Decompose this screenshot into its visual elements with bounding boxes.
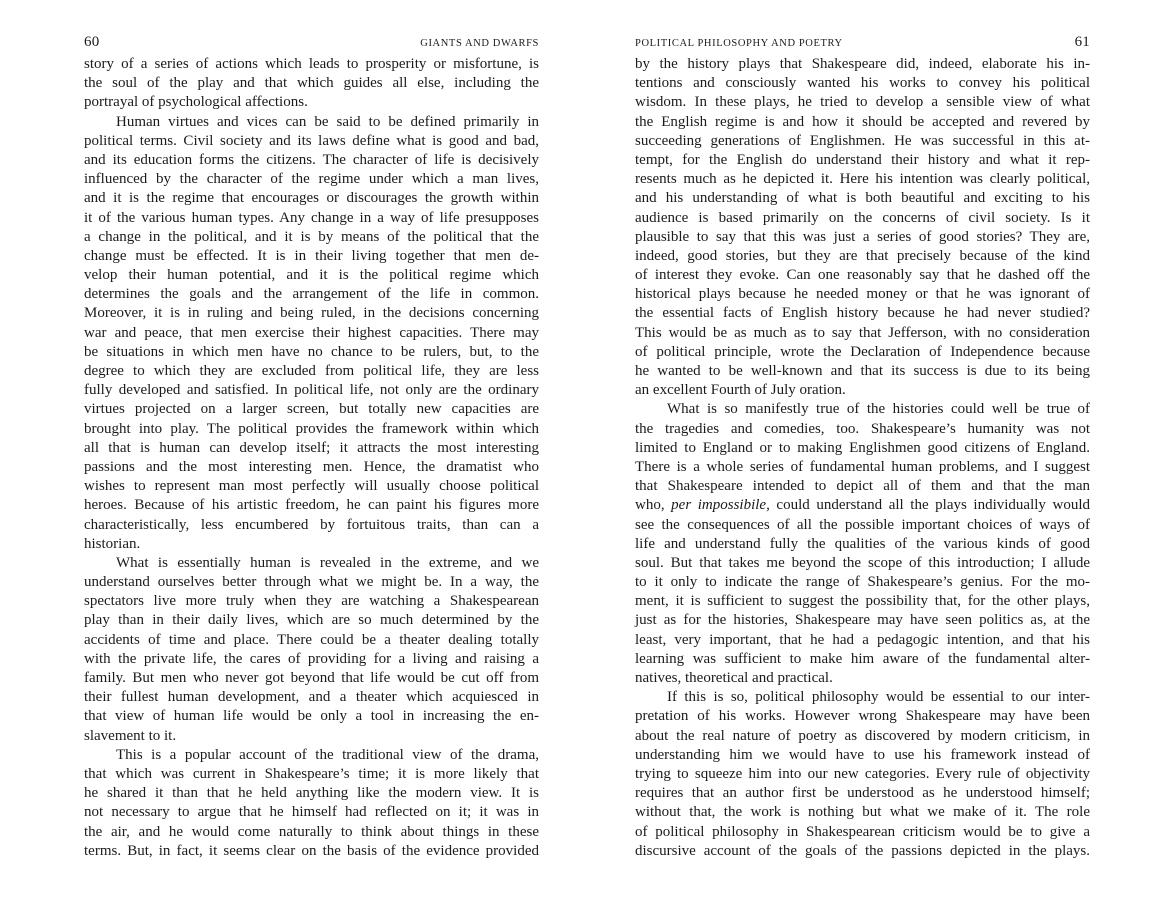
- text-line: that which was current in Shakespeare’s time; it is more likely that: [84, 765, 539, 782]
- text-line: resents much as he depicted it. Here his intention was clearly political,: [635, 171, 1090, 188]
- text-line: characteristically, less encumbered by fortuitous traits, than can a: [84, 516, 539, 533]
- left-running-head: [84, 30, 539, 52]
- text-line: war and peace, that men exercise their highest capacities. There may: [84, 324, 539, 341]
- text-line: passions and the most interesting men. Hence, the dramatist who: [84, 458, 539, 475]
- text-line: be situations in which men have no chance to be rulers, but, to the: [84, 343, 539, 360]
- text-line: of political philosophy in Shakespearean criticism would be to give a: [635, 823, 1090, 840]
- text-line: without that, the work is nothing but what we make of it. The role: [635, 804, 1090, 821]
- text-line: that Shakespeare intended to depict all of them and that the man: [635, 478, 1090, 495]
- text-line: learning was sufficient to make him aware of the fundamental alter-: [635, 650, 1090, 667]
- text-line: tentions and consciously wanted his works to convey his political: [635, 75, 1090, 92]
- text-line: with the private life, the cares of providing for a living and raising a: [84, 650, 539, 667]
- text-line: determines the goals and the arrangement of the life in common.: [84, 286, 539, 303]
- text-line: This would be as much as to say that Jefferson, with no consideration: [635, 324, 1090, 341]
- text-line: Moreover, it is in ruling and being ruled, in the decisions concerning: [84, 305, 539, 322]
- text-line: wisdom. In these plays, he tried to develop a sensible view of what: [635, 94, 1090, 111]
- text-line: Human virtues and vices can be said to be defined primarily in: [116, 113, 539, 130]
- text-line: tempt, for the English do understand their history and what it rep-: [635, 151, 1090, 168]
- text-line: indeed, good stories, but they are that precisely because of the kind: [635, 247, 1090, 264]
- text-line: family. But men who never got beyond that life would be cut off from: [84, 670, 539, 686]
- text-line: virtues projected on a larger screen, but totally new capacities are: [84, 401, 539, 418]
- text-line: heroes. Because of his artistic freedom, he can paint his figures more: [84, 497, 539, 514]
- text-line: audience is based primarily on the concerns of civil society. Is it: [635, 209, 1090, 226]
- right-running-head: [635, 30, 1090, 52]
- text-line: slavement to it.: [84, 727, 177, 744]
- text-line: life and understand fully the qualities of the various kinds of good: [635, 535, 1090, 552]
- text-line: change must be effected. It is in their living together that men de-: [84, 247, 539, 264]
- text-line: an excellent Fourth of July oration.: [635, 382, 846, 399]
- text-line: he wanted to be well-known and that its success is due to its being: [635, 363, 1090, 379]
- left-body-text: [84, 55, 539, 861]
- text-line: who, per impossibile, could understand all the plays individually would: [635, 497, 1090, 514]
- text-line: brought into play. The political provides the framework within which: [84, 420, 539, 437]
- text-line: of political principle, wrote the Declaration of Independence because: [635, 343, 1090, 360]
- text-line: by the history plays that Shakespeare did, indeed, elaborate his in-: [635, 56, 1090, 72]
- text-line: portrayal of psychological affections.: [84, 94, 308, 111]
- text-line: and its education forms the citizens. The character of life is decisively: [84, 151, 539, 168]
- text-line: it of the various human types. Any change in a way of life presupposes: [84, 209, 539, 226]
- text-line: trying to squeeze him into our new categories. Every rule of objectivity: [635, 765, 1090, 782]
- text-line: If this is so, political philosophy would be essential to our inter-: [667, 689, 1090, 706]
- text-line: the tragedies and comedies, too. Shakespeare’s humanity was not: [635, 420, 1090, 437]
- text-line: soul. But that takes me beyond the scope of this introduction; I allude: [635, 554, 1090, 571]
- text-line: discursive account of the goals of the passions depicted in the plays.: [635, 842, 1090, 859]
- text-line: historian.: [84, 535, 141, 552]
- text-line: historical plays because he needed money or that he was ignorant of: [635, 286, 1090, 303]
- right-running-title: POLITICAL PHILOSOPHY AND POETRY: [635, 38, 843, 49]
- text-line: he shared it than that he held anything like the modern view. It is: [84, 785, 539, 802]
- text-line: velop their human potential, and it is the political regime which: [84, 267, 539, 284]
- text-line: terms. But, in fact, it seems clear on the basis of the evidence provided: [84, 842, 539, 859]
- text-line: spectators live more truly when they are watching a Shakespearean: [84, 593, 539, 610]
- text-line: requires that an author first be understood as he understood himself;: [635, 785, 1090, 802]
- text-line: about the real nature of poetry as discovered by modern criticism, in: [635, 727, 1090, 744]
- text-line: ment, it is sufficient to suggest the possibility that, for the other plays,: [635, 593, 1090, 610]
- text-line: and it is the regime that encourages or discourages the growth within: [84, 190, 539, 207]
- text-line: just as for the histories, Shakespeare may have seen politics as, at the: [635, 612, 1090, 629]
- italic-phrase: per impossibile,: [671, 497, 770, 514]
- text-line: What is essentially human is revealed in the extreme, and we: [116, 554, 539, 571]
- text-line: political terms. Civil society and its laws define what is good and bad,: [84, 132, 539, 149]
- text-line: least, very important, that he had a pedagogic intention, and that his: [635, 631, 1090, 648]
- text-line: There is a whole series of fundamental human problems, and I suggest: [635, 458, 1090, 475]
- text-line: the soul of the play and that which guides all else, including the: [84, 75, 539, 92]
- text-line: of interest they evoke. Can one reasonably say that he dashed off the: [635, 267, 1090, 284]
- right-page: [635, 30, 1090, 861]
- text-line: pretation of his works. However wrong Shakespeare may have been: [635, 708, 1090, 725]
- text-line: plausible to say that this was just a series of good stories? They are,: [635, 228, 1090, 245]
- text-line: all that is human can develop itself; it attracts the most interesting: [84, 439, 539, 456]
- text-line: degree to which they are excluded from political life, they are less: [84, 363, 539, 379]
- text-line: limited to England or to making Englishmen good citizens of England.: [635, 439, 1090, 456]
- text-line: that view of human life would be only a tool in increasing the en-: [84, 708, 539, 725]
- left-running-title: GIANTS AND DWARFS: [420, 38, 539, 49]
- right-page-number: 61: [1074, 34, 1090, 50]
- text-line: a change in the political, and it is by means of the political that the: [84, 228, 539, 245]
- text-line: This is a popular account of the traditional view of the drama,: [116, 746, 539, 763]
- text-line: to it only to indicate the range of Shakespeare’s genius. For the mo-: [635, 574, 1090, 591]
- text-line: story of a series of actions which leads to prosperity or misfortune, is: [84, 56, 539, 72]
- right-body-text: [635, 55, 1090, 861]
- text-line: their fullest human development, and a theater which acquiesced in: [84, 689, 539, 706]
- text-line: not necessary to argue that he himself had reflected on it; it was in: [84, 804, 539, 821]
- text-line: play than in their daily lives, which are so much determined by the: [84, 612, 539, 629]
- text-line: see the consequences of all the possible important choices of ways of: [635, 516, 1090, 533]
- text-line: the air, and he would come naturally to think about things in these: [84, 823, 539, 840]
- text-line: What is so manifestly true of the histories could well be true of: [667, 401, 1090, 418]
- text-line: influenced by the character of the regime under which a man lives,: [84, 171, 539, 188]
- text-line: fully developed and satisfied. In political life, not only are the ordinary: [84, 382, 539, 399]
- left-page: [84, 30, 539, 861]
- text-line: understand ourselves better through what we might be. In a way, the: [84, 574, 539, 591]
- left-page-number: 60: [84, 34, 100, 50]
- text-line: and his understanding of what is both beautiful and exciting to his: [635, 190, 1090, 207]
- text-line: understanding him we would have to use his framework instead of: [635, 746, 1090, 763]
- text-line: succeeding generations of Englishmen. He was successful in this at-: [635, 132, 1090, 149]
- text-line: the English regime is and how it should be accepted and revered by: [635, 113, 1090, 130]
- text-line: accidents of time and place. There could be a theater dealing totally: [84, 631, 539, 648]
- text-line: the essential facts of English history because he had never studied?: [635, 305, 1090, 322]
- text-line: wishes to represent man most perfectly will usually choose political: [84, 478, 539, 495]
- text-line: natives, theoretical and practical.: [635, 670, 833, 686]
